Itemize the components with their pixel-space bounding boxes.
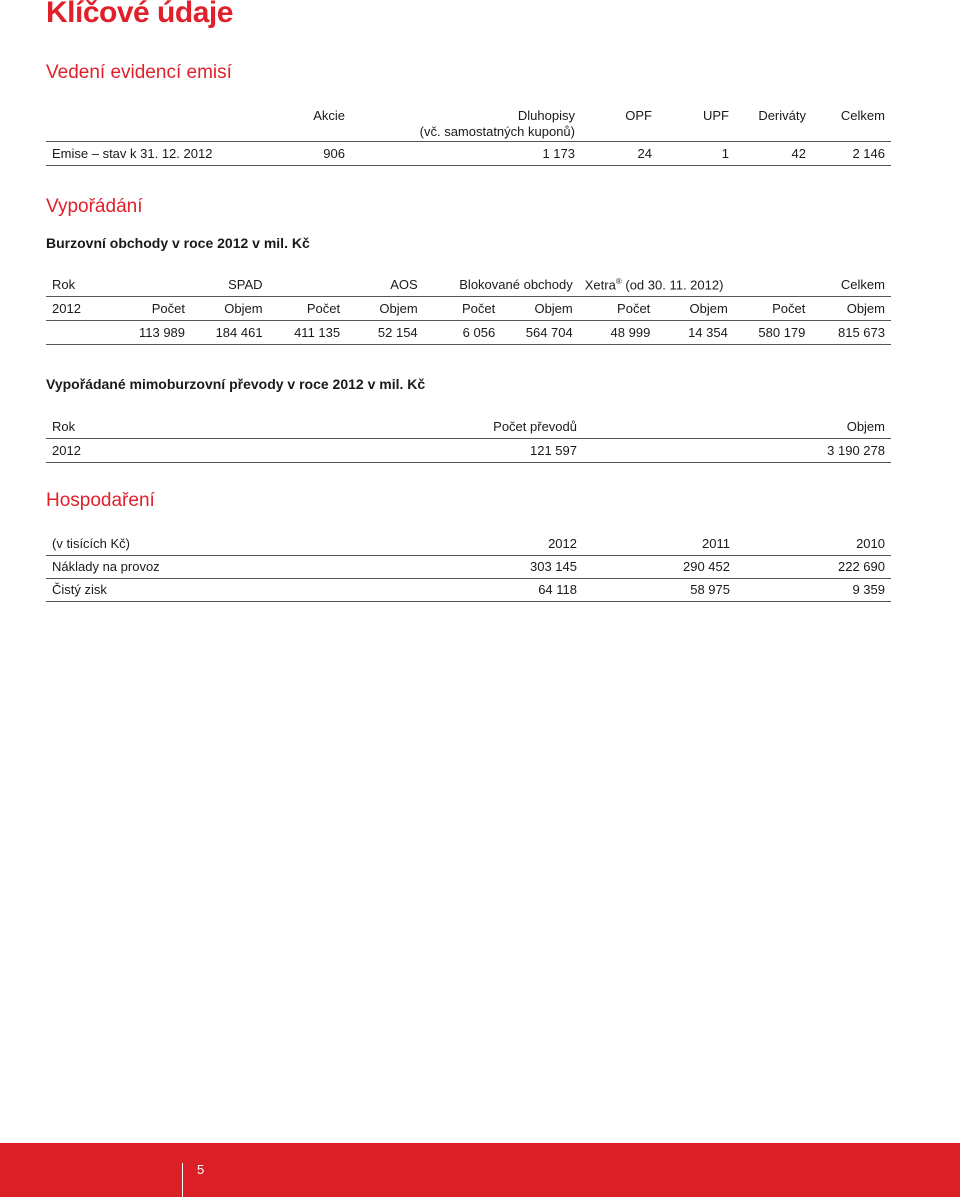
table-cell: 64 118 bbox=[430, 578, 583, 601]
table-header-row bbox=[46, 274, 891, 296]
column-header-dluhopisy-note: (vč. samostatných kuponů) bbox=[419, 124, 575, 139]
table-row bbox=[46, 141, 891, 165]
table-cell: 184 461 bbox=[191, 320, 269, 344]
subheader-objem: Objem bbox=[501, 296, 579, 320]
column-header-celkem: Celkem bbox=[812, 106, 891, 141]
table-cell: 58 975 bbox=[583, 578, 736, 601]
subheader-pocet: Počet bbox=[269, 296, 347, 320]
row-label: Emise – stav k 31. 12. 2012 bbox=[46, 141, 276, 165]
table-cell bbox=[46, 320, 113, 344]
page-number: 5 bbox=[197, 1162, 205, 1177]
column-header-spad: SPAD bbox=[113, 274, 268, 296]
column-header-blocked: Blokované obchody bbox=[424, 274, 579, 296]
table-cell: 815 673 bbox=[811, 320, 891, 344]
footer-divider bbox=[182, 1163, 183, 1197]
emissions-table bbox=[46, 106, 891, 166]
subheader-pocet: Počet bbox=[579, 296, 657, 320]
registered-mark: ® bbox=[615, 277, 622, 287]
table-cell: 42 bbox=[735, 141, 812, 165]
column-header-akcie: Akcie bbox=[276, 106, 351, 141]
table-cell: 906 bbox=[276, 141, 351, 165]
xetra-note: (od 30. 11. 2012) bbox=[625, 277, 724, 293]
exchange-trades-table bbox=[46, 274, 891, 345]
xetra-label: Xetra bbox=[584, 277, 616, 293]
otc-transfers-title: Vypořádané mimoburzovní převody v roce 2012 v mil. Kč bbox=[46, 376, 426, 392]
exchange-trades-title: Burzovní obchody v roce 2012 v mil. Kč bbox=[46, 235, 310, 251]
table-cell: 24 bbox=[581, 141, 658, 165]
table-header-row bbox=[46, 533, 891, 555]
column-header-unit: (v tisících Kč) bbox=[46, 533, 430, 555]
subheader-objem: Objem bbox=[811, 296, 891, 320]
table-cell: 222 690 bbox=[736, 555, 891, 578]
table-cell: 9 359 bbox=[736, 578, 891, 601]
table-row bbox=[46, 555, 891, 578]
table-cell: 2012 bbox=[46, 438, 276, 462]
column-header-opf: OPF bbox=[581, 106, 658, 141]
subheader-objem: Objem bbox=[656, 296, 734, 320]
column-header-xetra bbox=[579, 274, 734, 296]
page-title: Klíčové údaje bbox=[46, 0, 233, 29]
subheader-pocet: Počet bbox=[424, 296, 502, 320]
table-cell: 1 bbox=[658, 141, 735, 165]
year-cell: 2012 bbox=[46, 296, 113, 320]
subheader-objem: Objem bbox=[191, 296, 269, 320]
table-cell: 52 154 bbox=[346, 320, 424, 344]
table-cell: 14 354 bbox=[656, 320, 734, 344]
table-cell: 580 179 bbox=[734, 320, 812, 344]
table-header-row bbox=[46, 416, 891, 438]
column-header-dluhopisy-label: Dluhopisy bbox=[517, 108, 575, 123]
table-cell: 6 056 bbox=[424, 320, 502, 344]
column-header-upf: UPF bbox=[658, 106, 735, 141]
column-header-derivaty: Deriváty bbox=[735, 106, 812, 141]
table-cell bbox=[46, 106, 276, 141]
table-cell: 564 704 bbox=[501, 320, 579, 344]
table-cell: 113 989 bbox=[113, 320, 191, 344]
table-cell: 48 999 bbox=[579, 320, 657, 344]
section-title-emissions: Vedení evidencí emisí bbox=[46, 62, 232, 83]
column-header-dluhopisy bbox=[351, 106, 581, 141]
table-row bbox=[46, 320, 891, 344]
row-label: Čistý zisk bbox=[46, 578, 430, 601]
column-header-celkem: Celkem bbox=[734, 274, 891, 296]
otc-transfers-table bbox=[46, 416, 891, 463]
column-header-2010: 2010 bbox=[736, 533, 891, 555]
column-header-rok: Rok bbox=[46, 274, 113, 296]
column-header-objem: Objem bbox=[583, 416, 891, 438]
subheader-objem: Objem bbox=[346, 296, 424, 320]
column-header-aos: AOS bbox=[269, 274, 424, 296]
economy-table bbox=[46, 533, 891, 602]
footer-bar bbox=[0, 1143, 960, 1197]
section-title-settlement: Vypořádání bbox=[46, 196, 143, 217]
column-header-2011: 2011 bbox=[583, 533, 736, 555]
table-cell: 290 452 bbox=[583, 555, 736, 578]
table-cell: 303 145 bbox=[430, 555, 583, 578]
row-label: Náklady na provoz bbox=[46, 555, 430, 578]
table-subheader-row bbox=[46, 296, 891, 320]
table-row bbox=[46, 578, 891, 601]
column-header-2012: 2012 bbox=[430, 533, 583, 555]
column-header-rok: Rok bbox=[46, 416, 276, 438]
table-cell: 1 173 bbox=[351, 141, 581, 165]
table-cell: 411 135 bbox=[269, 320, 347, 344]
column-header-pocet-prevodu: Počet převodů bbox=[276, 416, 583, 438]
table-cell: 121 597 bbox=[276, 438, 583, 462]
table-header-row bbox=[46, 106, 891, 141]
section-title-economy: Hospodaření bbox=[46, 490, 155, 511]
table-row bbox=[46, 438, 891, 462]
subheader-pocet: Počet bbox=[734, 296, 812, 320]
table-cell: 2 146 bbox=[812, 141, 891, 165]
subheader-pocet: Počet bbox=[113, 296, 191, 320]
table-cell: 3 190 278 bbox=[583, 438, 891, 462]
